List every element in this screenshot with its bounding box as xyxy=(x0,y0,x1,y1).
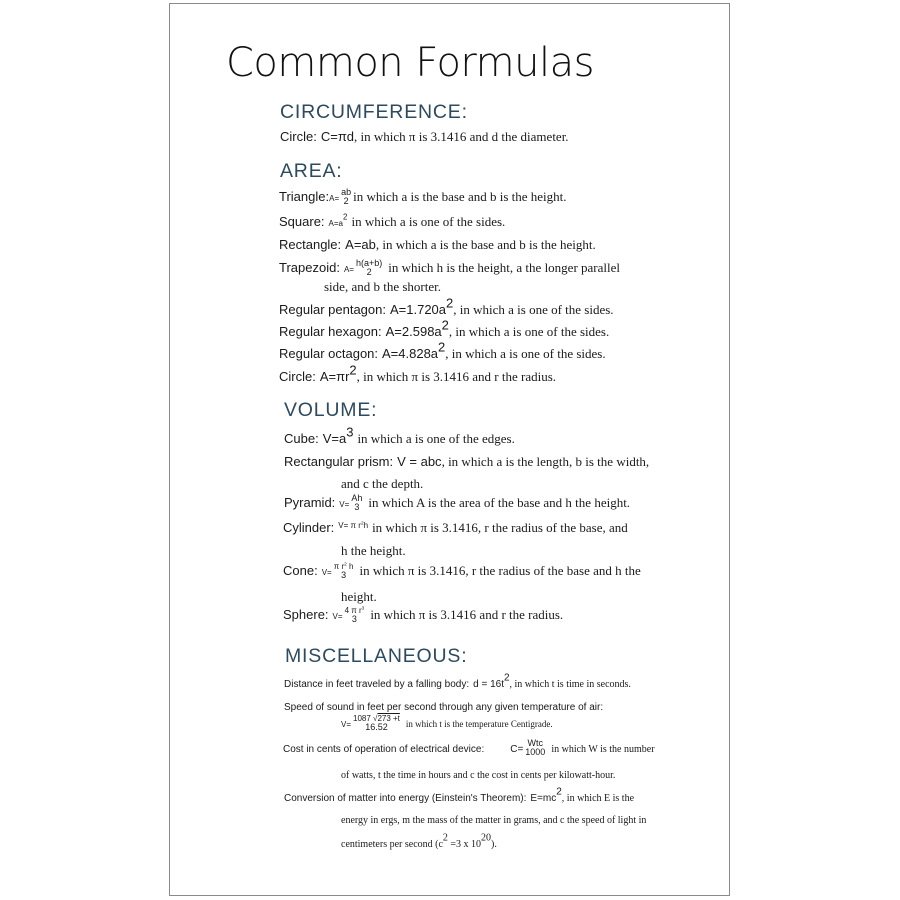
cone-label: Cone: xyxy=(283,563,318,578)
einstein-description-2: energy in ergs, m the mass of the matter in grams, and c the speed of light in xyxy=(341,815,647,826)
trapezoid-description-1: in which h is the height, a the longer parallel xyxy=(388,260,620,275)
volume-cube-line xyxy=(284,424,515,448)
pyramid-numerator: Ah xyxy=(351,493,363,504)
area-circle-label: Circle: xyxy=(279,369,316,384)
misc-einstein-line xyxy=(284,788,634,806)
sound-description: in which t is the temperature Centigrade. xyxy=(405,719,553,729)
rectangle-description: , in which a is the base and b is the height. xyxy=(375,237,596,252)
rectangle-label: Rectangle: xyxy=(279,237,342,252)
falling-description: , in which t is time in seconds. xyxy=(509,679,631,690)
area-pentagon-line xyxy=(279,295,614,319)
circumference-circle-line xyxy=(280,128,569,146)
square-exponent: 2 xyxy=(343,212,348,222)
falling-formula: d = 16t xyxy=(473,679,504,690)
einstein-description-1: , in which E is the xyxy=(561,793,635,804)
pentagon-exponent: 2 xyxy=(446,295,454,311)
octagon-label: Regular octagon: xyxy=(279,346,379,361)
trapezoid-denominator: 2 xyxy=(366,267,372,278)
pentagon-formula: A=1.720a xyxy=(389,302,447,317)
trapezoid-numerator: h(a+b) xyxy=(355,258,383,269)
cone-numerator-h: h xyxy=(346,561,354,571)
triangle-numerator: ab xyxy=(341,187,352,198)
rectangle-formula: A=ab xyxy=(345,237,376,252)
cone-description-2: height. xyxy=(341,589,377,604)
cone-numerator-exponent: 2 xyxy=(344,562,347,568)
area-hexagon-line xyxy=(279,317,610,341)
triangle-label: Triangle: xyxy=(279,189,330,204)
cylinder-formula-base: V= π r xyxy=(338,521,361,530)
volume-cone-line-2 xyxy=(341,588,377,606)
misc-einstein-line-3 xyxy=(341,834,497,852)
trapezoid-label: Trapezoid: xyxy=(279,260,340,275)
area-circle-exponent: 2 xyxy=(349,362,357,378)
sound-denominator: 16.52 xyxy=(365,721,388,732)
volume-prism-line-2 xyxy=(341,475,423,493)
pyramid-prefix: V= xyxy=(339,500,350,509)
cost-denominator: 1000 xyxy=(525,747,546,758)
sphere-fraction xyxy=(345,607,365,624)
cone-numerator-base: π r xyxy=(333,561,345,571)
misc-cost-line-2 xyxy=(341,765,615,783)
einstein-description-3-exponent: 2 xyxy=(442,832,448,844)
sound-label: Speed of sound in feet per second through any given temperature of air: xyxy=(284,702,604,713)
heading-circumference: CIRCUMFERENCE: xyxy=(280,101,468,123)
misc-einstein-line-2 xyxy=(341,810,646,828)
triangle-description: in which a is the base and b is the height. xyxy=(353,189,567,204)
heading-volume: VOLUME: xyxy=(284,399,378,421)
pyramid-fraction xyxy=(351,494,362,512)
sphere-denominator: 3 xyxy=(351,613,357,624)
pyramid-label: Pyramid: xyxy=(284,495,336,510)
sphere-numerator-exponent: 3 xyxy=(361,606,365,612)
sound-fraction xyxy=(353,715,400,732)
triangle-denominator: 2 xyxy=(343,196,349,207)
misc-sound-line xyxy=(284,697,603,715)
pyramid-denominator: 3 xyxy=(354,502,360,513)
area-trapezoid-line-2 xyxy=(324,278,441,296)
sound-numerator: 1087 √273 +t xyxy=(353,713,400,723)
prism-description-2: and c the depth. xyxy=(341,476,424,491)
cylinder-formula xyxy=(338,521,368,530)
cost-description-2: of watts, t the time in hours and c the cost in cents per kilowatt-hour. xyxy=(341,770,616,781)
triangle-prefix: A= xyxy=(329,194,340,203)
prism-label: Rectangular prism: xyxy=(284,454,394,469)
circle-description: , in which π is 3.1416 and d the diameter. xyxy=(354,129,569,144)
hexagon-label: Regular hexagon: xyxy=(279,324,382,339)
cylinder-label: Cylinder: xyxy=(283,520,335,535)
trapezoid-prefix: A= xyxy=(343,265,354,274)
cone-description-1: in which π is 3.1416, r the radius of the base and h the xyxy=(359,563,641,578)
sound-numerator-root: 273 +t xyxy=(377,713,400,723)
misc-falling-line xyxy=(284,674,631,692)
trapezoid-description-2: side, and b the shorter. xyxy=(324,279,441,294)
cylinder-exponent: 2 xyxy=(360,521,364,527)
cost-label: Cost in cents of operation of electrical device: xyxy=(283,744,485,755)
einstein-description-3: centimeters per second (c xyxy=(341,839,443,850)
volume-cone-line xyxy=(283,562,641,580)
square-description: in which a is one of the sides. xyxy=(351,214,506,229)
hexagon-exponent: 2 xyxy=(441,317,449,333)
triangle-fraction xyxy=(341,188,351,206)
prism-description-1: , in which a is the length, b is the width, xyxy=(441,454,650,469)
cube-exponent: 3 xyxy=(346,424,354,440)
circle-label: Circle: xyxy=(280,129,317,144)
einstein-description-3-end: ). xyxy=(491,839,497,850)
cost-description-1: in which W is the number xyxy=(551,744,655,755)
octagon-exponent: 2 xyxy=(438,339,446,355)
sphere-prefix: V= xyxy=(332,612,343,621)
cone-denominator: 3 xyxy=(341,569,347,580)
trapezoid-fraction xyxy=(356,259,382,277)
cost-numerator: Wtc xyxy=(527,738,544,749)
cube-label: Cube: xyxy=(284,431,319,446)
falling-label: Distance in feet traveled by a falling body: xyxy=(284,679,470,690)
cube-formula: V=a xyxy=(322,431,347,446)
prism-formula: V = abc xyxy=(397,454,442,469)
einstein-description-3-exponent-2: 20 xyxy=(481,832,492,844)
area-circle-formula: A=πr xyxy=(319,369,350,384)
einstein-formula: E=mc xyxy=(530,793,557,804)
cone-prefix: V= xyxy=(321,568,332,577)
pyramid-description: in which A is the area of the base and h the height. xyxy=(368,495,631,510)
hexagon-formula: A=2.598a xyxy=(385,324,442,339)
einstein-label: Conversion of matter into energy (Einstein's Theorem): xyxy=(284,793,527,804)
misc-cost-line xyxy=(283,739,655,757)
area-octagon-line xyxy=(279,339,606,363)
volume-prism-line xyxy=(284,453,649,471)
cube-description: in which a is one of the edges. xyxy=(357,431,515,446)
cylinder-description-2: h the height. xyxy=(341,543,406,558)
circle-formula: C=πd xyxy=(320,129,355,144)
cylinder-formula-h: h xyxy=(363,521,369,530)
cost-fraction xyxy=(525,739,545,757)
sphere-numerator-base: 4 π r xyxy=(344,605,362,615)
sphere-description: in which π is 3.1416 and r the radius. xyxy=(370,607,564,622)
square-label: Square: xyxy=(279,214,325,229)
area-rectangle-line xyxy=(279,236,596,254)
cylinder-description-1: in which π is 3.1416, r the radius of the base, and xyxy=(372,520,628,535)
area-circle-description: , in which π is 3.1416 and r the radius. xyxy=(356,369,557,384)
volume-pyramid-line xyxy=(284,494,630,512)
einstein-description-3-mid: =3 x 10 xyxy=(447,839,482,850)
pentagon-description: , in which a is one of the sides. xyxy=(453,302,614,317)
falling-exponent: 2 xyxy=(503,672,510,684)
octagon-formula: A=4.828a xyxy=(382,346,439,361)
sphere-label: Sphere: xyxy=(283,607,329,622)
heading-area: AREA: xyxy=(280,160,343,182)
area-circle-line xyxy=(279,362,557,386)
sound-numerator-coefficient: 1087 xyxy=(353,713,371,723)
sound-prefix: V= xyxy=(341,720,352,729)
heading-miscellaneous: MISCELLANEOUS: xyxy=(285,645,468,667)
area-square-line xyxy=(279,213,505,231)
volume-cylinder-line-2 xyxy=(341,542,406,560)
cone-fraction xyxy=(334,563,354,580)
area-trapezoid-line xyxy=(279,259,620,277)
einstein-exponent: 2 xyxy=(556,786,562,798)
page-title: Common Formulas xyxy=(226,40,594,86)
hexagon-description: , in which a is one of the sides. xyxy=(448,324,610,339)
misc-sound-formula-line xyxy=(341,714,553,732)
octagon-description: , in which a is one of the sides. xyxy=(445,346,606,361)
area-triangle-line xyxy=(279,188,567,206)
volume-cylinder-line xyxy=(283,519,628,537)
cost-prefix: C= xyxy=(510,744,524,755)
pentagon-label: Regular pentagon: xyxy=(279,302,386,317)
square-formula: A=a xyxy=(328,219,344,228)
volume-sphere-line xyxy=(283,606,563,624)
